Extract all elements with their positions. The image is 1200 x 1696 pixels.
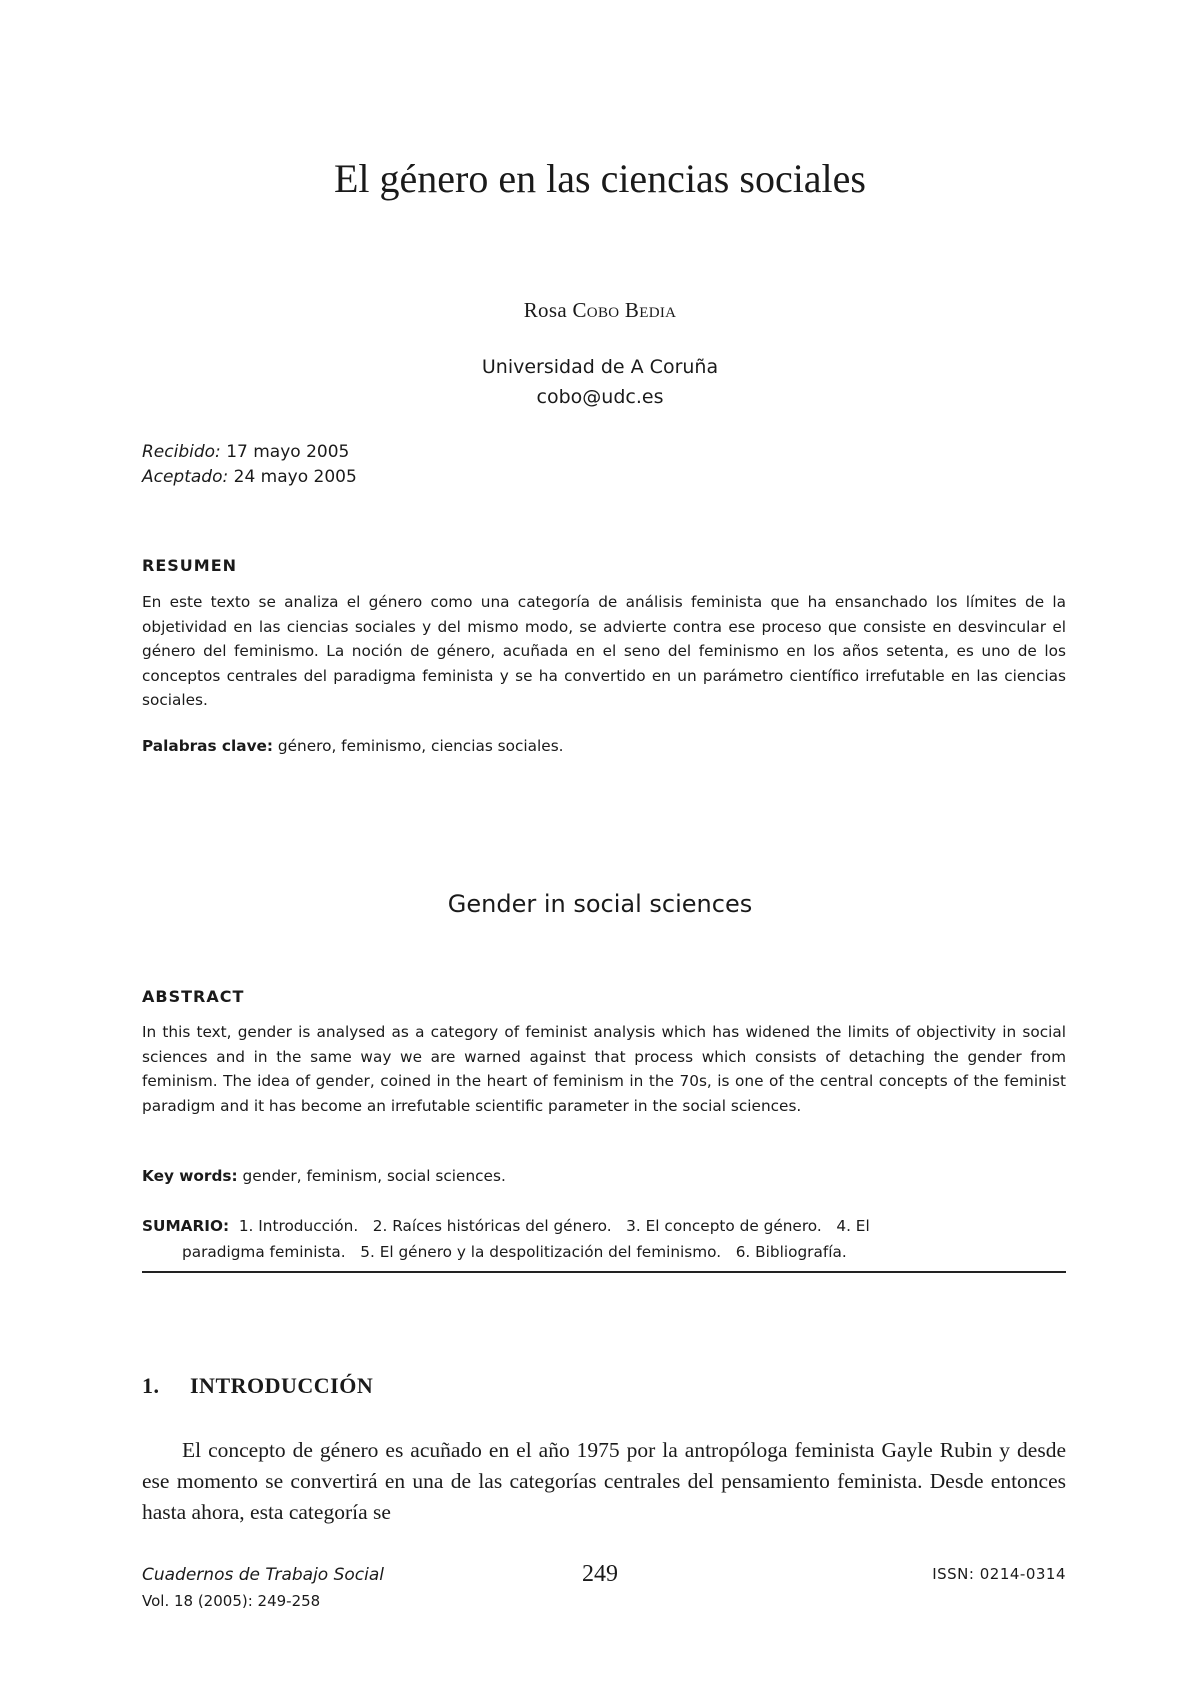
section-number: 1.: [142, 1373, 160, 1398]
section-title: INTRODUCCIÓN: [190, 1373, 374, 1398]
sumario: [142, 1213, 1066, 1265]
journal-name: Cuadernos de Trabajo Social: [142, 1565, 385, 1585]
institution: Universidad de A Coruña: [481, 356, 719, 378]
submission-dates: [142, 440, 357, 490]
abstract-text: In this text, gender is analysed as a category of feminist analysis which has widened the limits of objectivity in social sciences and in the same way we are warned against that process which consists of detaching the gender from feminism. The idea of gender, coined in the heart of feminism in the 70s, is one of the central concepts of the feminist paradigm and it has become an irrefutable scientific parameter in the social sciences.: [142, 1023, 1066, 1115]
palabras-clave: [142, 737, 564, 755]
intro-paragraph: [142, 1435, 1066, 1528]
sumario-items-1: 1. Introducción. 2. Raíces históricas del género. 3. El concepto de género. 4. El: [238, 1217, 870, 1235]
author-last-name: Cobo Bedia: [572, 298, 677, 322]
accepted-date: [142, 465, 357, 490]
palabras-clave-value: género, feminismo, ciencias sociales.: [277, 737, 564, 755]
accepted-value: 24 mayo 2005: [233, 467, 357, 487]
page-number: 249: [582, 1561, 618, 1587]
received-label: Recibido:: [142, 442, 221, 462]
section-heading: [142, 1373, 373, 1399]
abstract-heading: ABSTRACT: [142, 987, 245, 1006]
sumario-line-2: paradigma feminista. 5. El género y la despolitización del feminismo. 6. Bibliografía.: [182, 1243, 847, 1261]
affiliation: [0, 352, 1200, 412]
accepted-label: Aceptado:: [142, 467, 229, 487]
received-value: 17 mayo 2005: [226, 442, 350, 462]
sumario-label: SUMARIO:: [142, 1217, 230, 1235]
english-title: Gender in social sciences: [447, 890, 753, 918]
sumario-line-1: [142, 1213, 1066, 1239]
section-divider: [142, 1271, 1066, 1273]
received-date: [142, 440, 357, 465]
author-first-name: Rosa: [523, 298, 567, 322]
key-words: [142, 1167, 506, 1185]
key-words-value: gender, feminism, social sciences.: [242, 1167, 506, 1185]
paper-title: El género en las ciencias sociales: [334, 156, 866, 201]
resumen-text: En este texto se analiza el género como una categoría de análisis feminista que ha ensanchado los límites de la objetividad en las ciencias sociales y del mismo modo, se advierte contra ese proceso que consiste en desvincular el género del feminismo. La noción de género, acuñada en el seno del feminismo en los años setenta, es uno de los conceptos centrales del paradigma feminista y se ha convertido en un parámetro científico irrefutable en las ciencias sociales.: [142, 593, 1066, 709]
key-words-label: Key words:: [142, 1167, 238, 1185]
author-name: [0, 298, 1200, 323]
author-email: cobo@udc.es: [536, 386, 664, 408]
palabras-clave-label: Palabras clave:: [142, 737, 274, 755]
issn: ISSN: 0214-0314: [932, 1565, 1066, 1583]
intro-text: El concepto de género es acuñado en el año 1975 por la antropóloga feminista Gayle Rubin y desde ese momento se convertirá en una de las categorías centrales del pensamiento feminista. Desde entonces hasta ahora, esta categoría se: [142, 1438, 1066, 1524]
resumen-heading: RESUMEN: [142, 556, 238, 575]
journal-volume: Vol. 18 (2005): 249-258: [142, 1592, 321, 1610]
